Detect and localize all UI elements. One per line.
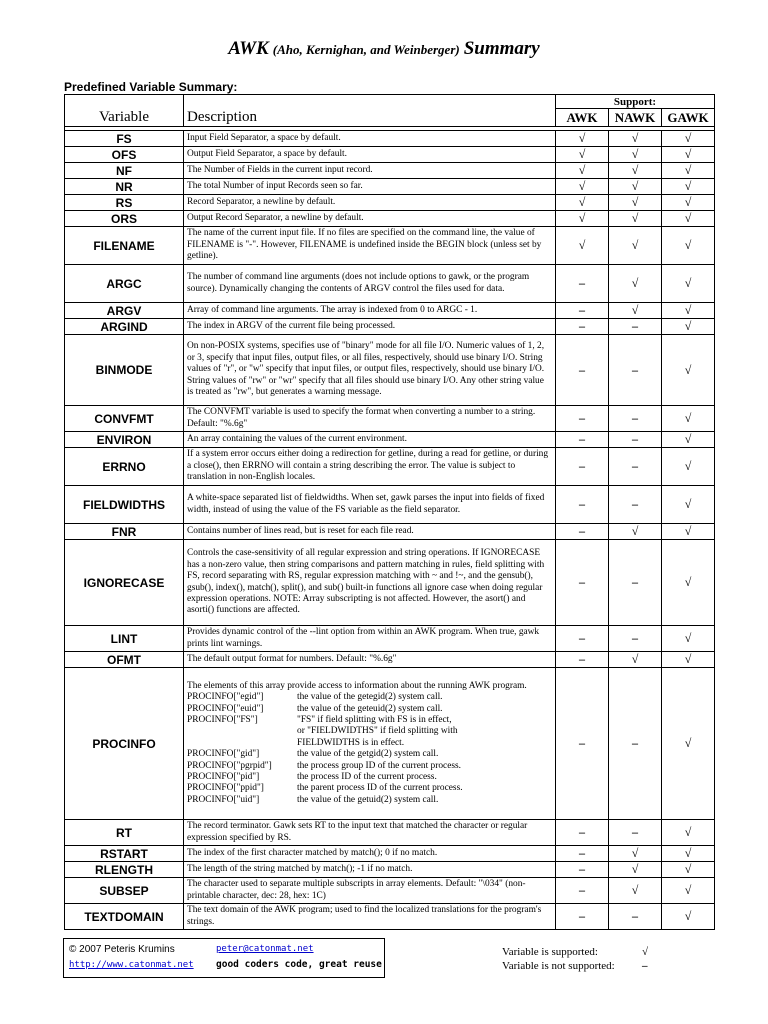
awk-support-mark: – <box>556 486 609 524</box>
table-row <box>65 904 715 930</box>
gawk-support-mark: √ <box>662 195 715 211</box>
variable-name: FILENAME <box>65 227 184 265</box>
support-header: Support: <box>556 95 715 109</box>
header-row <box>65 109 715 127</box>
variable-description: Output Field Separator, a space by default. <box>184 147 556 163</box>
gawk-support-mark: √ <box>662 265 715 303</box>
table-row <box>65 147 715 163</box>
variable-name: BINMODE <box>65 335 184 406</box>
procinfo-value: the value of the getgid(2) system call. <box>297 749 439 760</box>
legend-not-supported-symbol: – <box>642 960 648 972</box>
variable-name: RLENGTH <box>65 862 184 878</box>
nawk-support-mark: – <box>609 406 662 432</box>
table-row <box>65 303 715 319</box>
table-row <box>65 878 715 904</box>
legend-supported-symbol: √ <box>642 946 649 958</box>
procinfo-key: PROCINFO["gid"] <box>187 749 260 760</box>
variable-description: The Number of Fields in the current input record. <box>184 163 556 179</box>
awk-support-mark: √ <box>556 227 609 265</box>
nawk-support-mark: – <box>609 904 662 930</box>
nawk-support-mark: √ <box>609 195 662 211</box>
table-row <box>65 820 715 846</box>
copyright-text: © 2007 Peteris Krumins <box>69 944 175 955</box>
variable-description: On non-POSIX systems, specifies use of "binary" mode for all file I/O. Numeric values of 1, 2, or 3, specify that input files, output files, or all files, respectively, should use binary I/O. String values of "r", or "w" specify that input files, or output files, respectively, should use binary I/O. String values of "rw" or "wr" specify that all files should use binary I/O. Any other string value is treated as "rw", but generates a warning message. <box>184 335 556 406</box>
title-suffix: Summary <box>463 38 540 59</box>
nawk-support-mark: √ <box>609 862 662 878</box>
table-row <box>65 486 715 524</box>
gawk-support-mark: √ <box>662 406 715 432</box>
title-authors: (Aho, Kernighan, and Weinberger) <box>272 42 460 57</box>
gawk-support-mark: √ <box>662 652 715 668</box>
variable-name: ARGIND <box>65 319 184 335</box>
table-row <box>65 540 715 626</box>
variable-table <box>64 94 715 930</box>
variable-name: RT <box>65 820 184 846</box>
variable-name: FNR <box>65 524 184 540</box>
table-row <box>65 195 715 211</box>
variable-name: IGNORECASE <box>65 540 184 626</box>
gawk-support-mark: √ <box>662 668 715 820</box>
procinfo-key <box>187 738 297 749</box>
gawk-support-mark: √ <box>662 432 715 448</box>
table-row <box>65 319 715 335</box>
nawk-support-mark: – <box>609 626 662 652</box>
awk-support-mark: – <box>556 406 609 432</box>
gawk-support-mark: √ <box>662 303 715 319</box>
nawk-support-mark: √ <box>609 303 662 319</box>
gawk-support-mark: √ <box>662 904 715 930</box>
variable-description: The CONVFMT variable is used to specify the format when converting a number to a string. Default: "%.6g" <box>184 406 556 432</box>
procinfo-value: the process group ID of the current process. <box>297 760 462 771</box>
awk-support-mark: – <box>556 878 609 904</box>
procinfo-key: PROCINFO["uid"] <box>187 794 260 805</box>
title-main: AWK <box>228 38 269 59</box>
gawk-support-mark: √ <box>662 131 715 147</box>
procinfo-key: PROCINFO["euid"] <box>187 703 264 714</box>
awk-support-mark: – <box>556 265 609 303</box>
nawk-support-mark: √ <box>609 163 662 179</box>
awk-support-mark: – <box>556 668 609 820</box>
gawk-support-mark: √ <box>662 862 715 878</box>
gawk-support-mark: √ <box>662 540 715 626</box>
nawk-support-mark: – <box>609 432 662 448</box>
variable-description: The record terminator. Gawk sets RT to the input text that matched the character or regular expression specified by RS. <box>184 820 556 846</box>
variable-description: Input Field Separator, a space by default. <box>184 131 556 147</box>
gawk-support-mark: √ <box>662 820 715 846</box>
awk-support-mark: √ <box>556 179 609 195</box>
variable-description: The character used to separate multiple subscripts in array elements. Default: "\034" (non-printable character, dec: 28, hex: 1C) <box>184 878 556 904</box>
variable-description: A white-space separated list of fieldwidths. When set, gawk parses the input into fields of fixed width, instead of using the value of the FS variable as the field separator. <box>184 486 556 524</box>
nawk-support-mark: – <box>609 486 662 524</box>
document-title <box>0 38 768 60</box>
procinfo-value: the value of the getuid(2) system call. <box>297 794 439 805</box>
nawk-support-mark: √ <box>609 524 662 540</box>
awk-support-mark: √ <box>556 147 609 163</box>
table-row <box>65 179 715 195</box>
variable-name: ORS <box>65 211 184 227</box>
website-link[interactable]: http://www.catonmat.net <box>69 960 194 970</box>
variable-description: Output Record Separator, a newline by default. <box>184 211 556 227</box>
procinfo-value: FIELDWIDTHS is in effect. <box>297 737 405 748</box>
variable-description: The index in ARGV of the current file being processed. <box>184 319 556 335</box>
procinfo-value: the parent process ID of the current process. <box>297 783 463 794</box>
variable-description: Controls the case-sensitivity of all regular expression and string operations. If IGNORECASE has a non-zero value, then string comparisons and pattern matching in rules, field splitting with FS, record separating with RS, regular expression matching with ~ and !~, and the gensub(), gsub(), index(), match(), split(), and sub() built-in functions all ignore case when doing regular expression operations. NOTE: Array subscripting is not affected. However, the asort() and asorti() functions are affected. <box>184 540 556 626</box>
awk-support-mark: √ <box>556 163 609 179</box>
gawk-support-mark: √ <box>662 448 715 486</box>
nawk-support-mark: √ <box>609 211 662 227</box>
procinfo-value: the value of the geteuid(2) system call. <box>297 703 443 714</box>
gawk-support-mark: √ <box>662 211 715 227</box>
awk-support-mark: – <box>556 820 609 846</box>
table-row <box>65 211 715 227</box>
awk-support-mark: – <box>556 862 609 878</box>
awk-support-mark: – <box>556 626 609 652</box>
procinfo-list <box>187 692 552 806</box>
awk-column-header: AWK <box>556 109 609 127</box>
variable-name: OFS <box>65 147 184 163</box>
nawk-support-mark: – <box>609 448 662 486</box>
gawk-support-mark: √ <box>662 524 715 540</box>
legend <box>502 945 649 973</box>
variable-description: Array of command line arguments. The array is indexed from 0 to ARGC - 1. <box>184 303 556 319</box>
table-row <box>65 846 715 862</box>
awk-support-mark: – <box>556 652 609 668</box>
awk-support-mark: – <box>556 524 609 540</box>
variable-column-header: Variable <box>65 109 184 127</box>
procinfo-value: or "FIELDWIDTHS" if field splitting with <box>297 726 458 737</box>
procinfo-key: PROCINFO["pid"] <box>187 772 260 783</box>
variable-description: The text domain of the AWK program; used to find the localized translations for the program's strings. <box>184 904 556 930</box>
gawk-column-header: GAWK <box>662 109 715 127</box>
table-row <box>65 652 715 668</box>
table-row <box>65 448 715 486</box>
table-row <box>65 626 715 652</box>
legend-supported-label: Variable is supported: <box>502 946 598 958</box>
variable-description: The default output format for numbers. Default: "%.6g" <box>184 652 556 668</box>
variable-name: CONVFMT <box>65 406 184 432</box>
variable-description: The number of command line arguments (does not include options to gawk, or the program source). Dynamically changing the contents of ARGV control the files used for data. <box>184 265 556 303</box>
variable-name: NR <box>65 179 184 195</box>
variable-description <box>184 668 556 820</box>
gawk-support-mark: √ <box>662 486 715 524</box>
variable-name: RS <box>65 195 184 211</box>
gawk-support-mark: √ <box>662 227 715 265</box>
table-row <box>65 432 715 448</box>
variable-name: ENVIRON <box>65 432 184 448</box>
awk-support-mark: – <box>556 319 609 335</box>
awk-support-mark: – <box>556 432 609 448</box>
awk-support-mark: √ <box>556 211 609 227</box>
variable-name: ERRNO <box>65 448 184 486</box>
nawk-support-mark: – <box>609 540 662 626</box>
variable-name: FIELDWIDTHS <box>65 486 184 524</box>
header-row-support <box>65 95 715 109</box>
procinfo-key: PROCINFO["ppid"] <box>187 783 264 794</box>
procinfo-value: the value of the getegid(2) system call. <box>297 692 443 703</box>
nawk-column-header: NAWK <box>609 109 662 127</box>
table-row <box>65 406 715 432</box>
awk-support-mark: – <box>556 303 609 319</box>
nawk-support-mark: √ <box>609 147 662 163</box>
awk-support-mark: – <box>556 335 609 406</box>
nawk-support-mark: √ <box>609 878 662 904</box>
gawk-support-mark: √ <box>662 846 715 862</box>
table-row <box>65 131 715 147</box>
table-row <box>65 265 715 303</box>
procinfo-key: PROCINFO["egid"] <box>187 692 264 703</box>
gawk-support-mark: √ <box>662 163 715 179</box>
gawk-support-mark: √ <box>662 319 715 335</box>
variable-name: NF <box>65 163 184 179</box>
variable-name: ARGV <box>65 303 184 319</box>
gawk-support-mark: √ <box>662 147 715 163</box>
table-row <box>65 668 715 820</box>
nawk-support-mark: √ <box>609 131 662 147</box>
awk-support-mark: √ <box>556 195 609 211</box>
variable-description: The name of the current input file. If no files are specified on the command line, the value of FILENAME is "-". However, FILENAME is undefined inside the BEGIN block (unless set by getline). <box>184 227 556 265</box>
variable-description: Contains number of lines read, but is reset for each file read. <box>184 524 556 540</box>
footer-box <box>63 938 385 978</box>
awk-support-mark: – <box>556 540 609 626</box>
nawk-support-mark: – <box>609 335 662 406</box>
table-row <box>65 335 715 406</box>
nawk-support-mark: – <box>609 820 662 846</box>
variable-name: LINT <box>65 626 184 652</box>
description-column-header: Description <box>184 109 556 127</box>
nawk-support-mark: – <box>609 319 662 335</box>
legend-supported <box>502 945 649 959</box>
nawk-support-mark: √ <box>609 652 662 668</box>
awk-support-mark: √ <box>556 131 609 147</box>
variable-name: ARGC <box>65 265 184 303</box>
procinfo-intro: The elements of this array provide access to information about the running AWK program. <box>187 680 527 691</box>
legend-not-supported-label: Variable is not supported: <box>502 960 615 972</box>
variable-description: The length of the string matched by match(); -1 if no match. <box>184 862 556 878</box>
procinfo-value: "FS" if field splitting with FS is in effect, <box>297 714 452 725</box>
procinfo-key: PROCINFO["FS"] <box>187 714 258 725</box>
variable-name: SUBSEP <box>65 878 184 904</box>
procinfo-key <box>187 726 297 737</box>
nawk-support-mark: √ <box>609 265 662 303</box>
variable-name: RSTART <box>65 846 184 862</box>
variable-description: Provides dynamic control of the --lint option from within an AWK program. When true, gawk prints lint warnings. <box>184 626 556 652</box>
variable-description: The total Number of input Records seen so far. <box>184 179 556 195</box>
variable-name: OFMT <box>65 652 184 668</box>
variable-description: If a system error occurs either doing a redirection for getline, during a read for getline, or during a close(), then ERRNO will contain a string describing the error. The value is subject to translation in non-English locales. <box>184 448 556 486</box>
gawk-support-mark: √ <box>662 179 715 195</box>
nawk-support-mark: – <box>609 668 662 820</box>
gawk-support-mark: √ <box>662 626 715 652</box>
awk-support-mark: – <box>556 904 609 930</box>
email-link[interactable]: peter@catonmat.net <box>216 944 314 954</box>
slogan-text: good coders code, great reuse <box>216 959 382 970</box>
section-subtitle: Predefined Variable Summary: <box>64 80 238 94</box>
gawk-support-mark: √ <box>662 878 715 904</box>
variable-name: FS <box>65 131 184 147</box>
procinfo-key: PROCINFO["pgrpid"] <box>187 760 272 771</box>
awk-support-mark: – <box>556 448 609 486</box>
table-row <box>65 862 715 878</box>
nawk-support-mark: √ <box>609 846 662 862</box>
nawk-support-mark: √ <box>609 227 662 265</box>
variable-description: An array containing the values of the current environment. <box>184 432 556 448</box>
table-row <box>65 163 715 179</box>
gawk-support-mark: √ <box>662 335 715 406</box>
nawk-support-mark: √ <box>609 179 662 195</box>
variable-description: The index of the first character matched by match(); 0 if no match. <box>184 846 556 862</box>
legend-not-supported <box>502 959 648 973</box>
table-row <box>65 524 715 540</box>
table-row <box>65 227 715 265</box>
procinfo-value: the process ID of the current process. <box>297 772 437 783</box>
variable-name: PROCINFO <box>65 668 184 820</box>
awk-support-mark: – <box>556 846 609 862</box>
variable-description: Record Separator, a newline by default. <box>184 195 556 211</box>
variable-name: TEXTDOMAIN <box>65 904 184 930</box>
